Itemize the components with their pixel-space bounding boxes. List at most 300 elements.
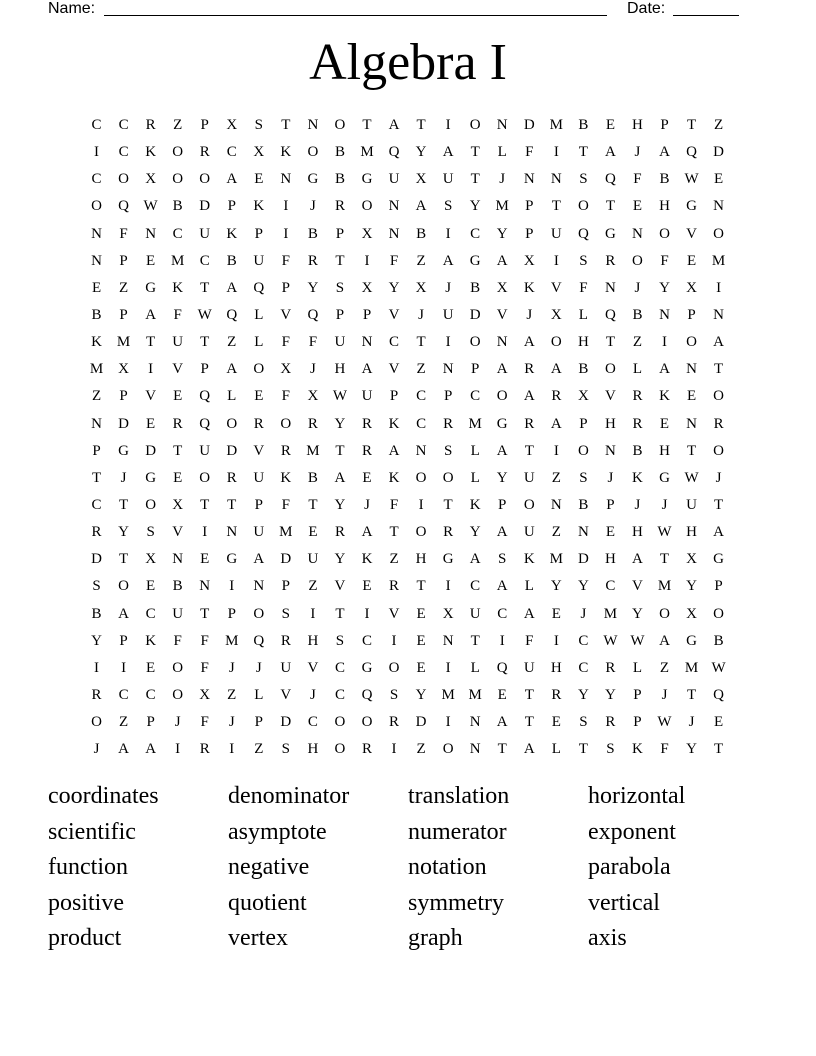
grid-cell[interactable]: O <box>172 659 184 676</box>
grid-cell[interactable]: P <box>281 578 291 595</box>
grid-cell[interactable]: Z <box>389 551 399 568</box>
grid-cell[interactable]: B <box>307 225 318 242</box>
grid-cell[interactable]: O <box>91 198 102 215</box>
grid-cell[interactable]: C <box>470 388 481 405</box>
grid-cell[interactable]: C <box>605 578 616 595</box>
grid-cell[interactable]: I <box>283 225 289 242</box>
grid-cell[interactable]: E <box>146 415 156 432</box>
grid-cell[interactable]: I <box>445 334 451 351</box>
grid-cell[interactable]: I <box>553 144 559 161</box>
grid-cell[interactable]: Y <box>496 225 508 242</box>
grid-cell[interactable]: X <box>199 687 211 704</box>
grid-cell[interactable]: T <box>227 497 237 514</box>
grid-cell[interactable]: M <box>225 632 239 649</box>
grid-cell[interactable]: C <box>416 415 427 432</box>
grid-cell[interactable]: P <box>660 117 669 134</box>
grid-cell[interactable]: Z <box>416 741 426 758</box>
grid-cell[interactable]: W <box>197 307 212 324</box>
grid-cell[interactable]: J <box>445 279 452 296</box>
grid-cell[interactable]: E <box>551 605 561 622</box>
grid-cell[interactable]: G <box>226 551 238 568</box>
grid-cell[interactable]: P <box>200 361 209 378</box>
grid-cell[interactable]: B <box>334 171 345 188</box>
grid-cell[interactable]: O <box>388 659 400 676</box>
grid-cell[interactable]: N <box>604 442 616 459</box>
grid-cell[interactable]: F <box>173 632 182 649</box>
grid-cell[interactable]: G <box>118 442 129 459</box>
grid-cell[interactable]: A <box>604 144 616 161</box>
grid-cell[interactable]: F <box>389 497 399 514</box>
grid-cell[interactable]: U <box>361 388 373 405</box>
grid-cell[interactable]: A <box>713 524 725 541</box>
grid-cell[interactable]: F <box>281 334 291 351</box>
grid-cell[interactable]: C <box>578 659 589 676</box>
grid-cell[interactable]: C <box>470 578 481 595</box>
grid-cell[interactable]: N <box>172 551 184 568</box>
grid-cell[interactable]: B <box>632 442 643 459</box>
grid-cell[interactable]: Q <box>388 144 400 161</box>
grid-cell[interactable]: Z <box>173 117 183 134</box>
grid-cell[interactable]: Q <box>307 307 319 324</box>
grid-cell[interactable]: I <box>202 524 208 541</box>
grid-cell[interactable]: S <box>498 551 507 568</box>
date-field[interactable] <box>673 15 739 16</box>
grid-cell[interactable]: Z <box>91 388 102 405</box>
grid-cell[interactable]: Y <box>118 524 129 541</box>
grid-cell[interactable]: G <box>713 551 725 568</box>
grid-cell[interactable]: R <box>334 524 345 541</box>
grid-cell[interactable]: T <box>118 497 129 514</box>
grid-cell[interactable]: G <box>442 551 454 568</box>
grid-cell[interactable]: K <box>145 144 157 161</box>
grid-cell[interactable]: Z <box>118 714 129 731</box>
grid-cell[interactable]: N <box>686 415 697 432</box>
grid-cell[interactable]: N <box>388 198 400 215</box>
grid-cell[interactable]: X <box>361 279 373 296</box>
grid-cell[interactable]: O <box>307 144 319 161</box>
grid-cell[interactable]: N <box>496 334 508 351</box>
grid-cell[interactable]: X <box>550 307 562 324</box>
grid-cell[interactable]: T <box>281 117 291 134</box>
grid-cell[interactable]: I <box>445 117 451 134</box>
grid-cell[interactable]: A <box>632 551 643 568</box>
grid-cell[interactable]: R <box>361 415 372 432</box>
grid-cell[interactable]: R <box>361 741 372 758</box>
grid-cell[interactable]: A <box>415 198 427 215</box>
grid-cell[interactable]: X <box>496 279 508 296</box>
grid-cell[interactable]: W <box>711 659 726 676</box>
grid-cell[interactable]: T <box>416 117 426 134</box>
grid-cell[interactable]: E <box>146 252 156 269</box>
grid-cell[interactable]: B <box>226 252 237 269</box>
grid-cell[interactable]: O <box>523 497 535 514</box>
grid-cell[interactable]: Y <box>307 279 319 296</box>
grid-cell[interactable]: J <box>255 659 262 676</box>
grid-cell[interactable]: A <box>469 551 481 568</box>
grid-cell[interactable]: T <box>118 551 129 568</box>
grid-cell[interactable]: J <box>418 307 424 324</box>
grid-cell[interactable]: H <box>632 117 643 134</box>
grid-cell[interactable]: N <box>307 117 319 134</box>
grid-cell[interactable]: A <box>523 741 535 758</box>
grid-cell[interactable]: P <box>471 361 480 378</box>
grid-cell[interactable]: I <box>662 334 667 351</box>
grid-cell[interactable]: N <box>91 252 102 269</box>
grid-cell[interactable]: A <box>496 361 508 378</box>
grid-cell[interactable]: Y <box>91 632 102 649</box>
grid-cell[interactable]: K <box>659 388 670 405</box>
grid-cell[interactable]: F <box>633 171 642 188</box>
grid-cell[interactable]: T <box>335 605 345 622</box>
grid-cell[interactable]: H <box>307 741 319 758</box>
grid-cell[interactable]: U <box>523 524 535 541</box>
grid-cell[interactable]: A <box>388 117 400 134</box>
grid-cell[interactable]: L <box>632 361 643 378</box>
grid-cell[interactable]: U <box>442 307 454 324</box>
grid-cell[interactable]: O <box>496 388 508 405</box>
grid-cell[interactable]: O <box>469 117 481 134</box>
grid-cell[interactable]: Z <box>632 334 643 351</box>
grid-cell[interactable]: O <box>550 334 562 351</box>
grid-cell[interactable]: I <box>445 225 451 242</box>
grid-cell[interactable]: D <box>415 714 427 731</box>
grid-cell[interactable]: F <box>389 252 399 269</box>
grid-cell[interactable]: H <box>577 334 589 351</box>
grid-cell[interactable]: E <box>714 714 724 731</box>
grid-cell[interactable]: M <box>657 578 672 595</box>
grid-cell[interactable]: P <box>362 307 372 324</box>
grid-cell[interactable]: P <box>525 198 534 215</box>
grid-cell[interactable]: N <box>686 361 697 378</box>
grid-cell[interactable]: T <box>146 334 156 351</box>
grid-cell[interactable]: O <box>199 171 211 188</box>
grid-cell[interactable]: U <box>469 605 481 622</box>
grid-cell[interactable]: P <box>146 714 155 731</box>
grid-cell[interactable]: T <box>524 687 534 704</box>
grid-cell[interactable]: M <box>306 442 320 459</box>
grid-cell[interactable]: O <box>361 714 373 731</box>
grid-cell[interactable]: P <box>281 279 291 296</box>
grid-cell[interactable]: A <box>523 388 535 405</box>
grid-cell[interactable]: A <box>361 524 373 541</box>
grid-cell[interactable]: U <box>550 225 562 242</box>
grid-cell[interactable]: X <box>523 252 535 269</box>
grid-cell[interactable]: O <box>415 524 427 541</box>
grid-cell[interactable]: P <box>714 578 723 595</box>
grid-cell[interactable]: H <box>550 659 562 676</box>
grid-cell[interactable]: C <box>307 714 318 731</box>
grid-cell[interactable]: V <box>550 279 562 296</box>
grid-cell[interactable]: K <box>280 469 292 486</box>
grid-cell[interactable]: A <box>659 361 670 378</box>
grid-cell[interactable]: S <box>389 687 399 704</box>
grid-cell[interactable]: O <box>659 225 670 242</box>
grid-cell[interactable]: T <box>497 741 507 758</box>
grid-cell[interactable]: N <box>550 171 562 188</box>
grid-cell[interactable]: E <box>632 198 643 215</box>
grid-cell[interactable]: E <box>497 687 507 704</box>
grid-cell[interactable]: X <box>415 279 427 296</box>
grid-cell[interactable]: I <box>283 198 289 215</box>
grid-cell[interactable]: Q <box>577 225 589 242</box>
grid-cell[interactable]: N <box>604 279 616 296</box>
grid-cell[interactable]: S <box>443 198 453 215</box>
grid-cell[interactable]: L <box>470 469 480 486</box>
grid-cell[interactable]: G <box>496 415 508 432</box>
grid-cell[interactable]: Y <box>415 144 427 161</box>
grid-cell[interactable]: X <box>361 225 373 242</box>
grid-cell[interactable]: M <box>684 659 699 676</box>
grid-cell[interactable]: T <box>578 741 588 758</box>
grid-cell[interactable]: Y <box>334 415 346 432</box>
grid-cell[interactable]: J <box>309 198 316 215</box>
grid-cell[interactable]: A <box>523 334 535 351</box>
grid-cell[interactable]: A <box>118 741 129 758</box>
grid-cell[interactable]: P <box>254 714 263 731</box>
grid-cell[interactable]: W <box>143 198 158 215</box>
grid-cell[interactable]: X <box>145 551 157 568</box>
grid-cell[interactable]: C <box>578 632 589 649</box>
grid-cell[interactable]: H <box>307 632 319 649</box>
grid-cell[interactable]: U <box>388 171 400 188</box>
grid-cell[interactable]: E <box>659 415 670 432</box>
grid-cell[interactable]: T <box>551 198 561 215</box>
grid-cell[interactable]: A <box>659 632 670 649</box>
grid-cell[interactable]: V <box>686 225 697 242</box>
grid-cell[interactable]: F <box>660 741 669 758</box>
grid-cell[interactable]: H <box>632 524 643 541</box>
grid-cell[interactable]: V <box>280 687 292 704</box>
grid-cell[interactable]: V <box>388 307 400 324</box>
grid-cell[interactable]: L <box>578 307 588 324</box>
grid-cell[interactable]: E <box>416 659 426 676</box>
grid-cell[interactable]: Z <box>659 659 670 676</box>
grid-cell[interactable]: K <box>632 741 643 758</box>
grid-cell[interactable]: A <box>253 551 265 568</box>
grid-cell[interactable]: U <box>442 171 454 188</box>
grid-cell[interactable]: E <box>416 632 426 649</box>
grid-cell[interactable]: F <box>660 252 669 269</box>
grid-cell[interactable]: T <box>686 687 697 704</box>
grid-cell[interactable]: M <box>441 687 455 704</box>
grid-cell[interactable]: O <box>145 497 157 514</box>
grid-cell[interactable]: S <box>335 279 345 296</box>
grid-cell[interactable]: R <box>253 415 264 432</box>
grid-cell[interactable]: N <box>442 632 454 649</box>
grid-cell[interactable]: N <box>253 578 265 595</box>
grid-cell[interactable]: O <box>713 605 725 622</box>
grid-cell[interactable]: J <box>634 279 641 296</box>
grid-cell[interactable]: X <box>307 388 319 405</box>
grid-cell[interactable]: X <box>577 388 589 405</box>
grid-cell[interactable]: Y <box>577 578 589 595</box>
grid-cell[interactable]: M <box>360 144 374 161</box>
grid-cell[interactable]: K <box>523 279 535 296</box>
grid-cell[interactable]: Z <box>308 578 318 595</box>
grid-cell[interactable]: M <box>468 415 482 432</box>
grid-cell[interactable]: J <box>715 469 722 486</box>
grid-cell[interactable]: Y <box>469 198 481 215</box>
grid-cell[interactable]: P <box>227 198 236 215</box>
grid-cell[interactable]: F <box>525 632 534 649</box>
grid-cell[interactable]: J <box>634 144 641 161</box>
name-field[interactable] <box>104 15 607 16</box>
grid-cell[interactable]: U <box>199 225 211 242</box>
grid-cell[interactable]: W <box>332 388 348 405</box>
grid-cell[interactable]: D <box>145 442 157 459</box>
grid-cell[interactable]: S <box>281 605 291 622</box>
grid-cell[interactable]: M <box>170 252 185 269</box>
grid-cell[interactable]: Q <box>361 687 373 704</box>
grid-cell[interactable]: B <box>578 497 589 514</box>
grid-cell[interactable]: B <box>659 171 670 188</box>
grid-cell[interactable]: Y <box>469 524 481 541</box>
grid-cell[interactable]: Z <box>118 279 129 296</box>
grid-cell[interactable]: Z <box>254 741 264 758</box>
grid-cell[interactable]: H <box>415 551 427 568</box>
grid-cell[interactable]: J <box>499 171 506 188</box>
grid-cell[interactable]: C <box>91 117 102 134</box>
grid-cell[interactable]: E <box>146 578 156 595</box>
grid-cell[interactable]: O <box>172 687 184 704</box>
grid-cell[interactable]: H <box>334 361 346 378</box>
grid-cell[interactable]: R <box>443 415 454 432</box>
grid-cell[interactable]: E <box>362 578 372 595</box>
grid-cell[interactable]: G <box>686 632 697 649</box>
grid-cell[interactable]: J <box>120 469 127 486</box>
grid-cell[interactable]: P <box>633 687 642 704</box>
grid-cell[interactable]: G <box>659 469 670 486</box>
grid-cell[interactable]: X <box>415 171 427 188</box>
grid-cell[interactable]: Z <box>714 117 724 134</box>
grid-cell[interactable]: M <box>89 361 104 378</box>
grid-cell[interactable]: E <box>362 469 372 486</box>
grid-cell[interactable]: R <box>361 442 372 459</box>
grid-cell[interactable]: C <box>172 225 183 242</box>
grid-cell[interactable]: C <box>470 225 481 242</box>
grid-cell[interactable]: A <box>496 578 508 595</box>
grid-cell[interactable]: D <box>118 415 129 432</box>
grid-cell[interactable]: I <box>229 578 235 595</box>
grid-cell[interactable]: Q <box>253 279 265 296</box>
grid-cell[interactable]: X <box>686 605 697 622</box>
grid-cell[interactable]: G <box>307 171 319 188</box>
grid-cell[interactable]: I <box>175 741 181 758</box>
grid-cell[interactable]: T <box>605 334 615 351</box>
grid-cell[interactable]: G <box>469 252 481 269</box>
grid-cell[interactable]: P <box>254 225 263 242</box>
grid-cell[interactable]: E <box>146 659 156 676</box>
grid-cell[interactable]: N <box>361 334 373 351</box>
grid-cell[interactable]: W <box>657 714 672 731</box>
grid-cell[interactable]: I <box>553 632 559 649</box>
grid-cell[interactable]: J <box>309 361 316 378</box>
grid-cell[interactable]: T <box>714 361 724 378</box>
grid-cell[interactable]: U <box>172 605 184 622</box>
grid-cell[interactable]: Y <box>496 469 508 486</box>
grid-cell[interactable]: V <box>280 307 292 324</box>
grid-cell[interactable]: Y <box>577 687 589 704</box>
grid-cell[interactable]: U <box>280 659 292 676</box>
grid-cell[interactable]: R <box>334 198 345 215</box>
grid-cell[interactable]: F <box>119 225 128 242</box>
grid-cell[interactable]: T <box>335 252 345 269</box>
grid-cell[interactable]: Y <box>388 279 400 296</box>
grid-cell[interactable]: D <box>469 307 481 324</box>
grid-cell[interactable]: S <box>579 714 588 731</box>
grid-cell[interactable]: E <box>254 171 264 188</box>
grid-cell[interactable]: A <box>145 741 157 758</box>
grid-cell[interactable]: R <box>172 415 183 432</box>
grid-cell[interactable]: O <box>226 415 238 432</box>
grid-cell[interactable]: N <box>280 171 292 188</box>
grid-cell[interactable]: O <box>253 605 265 622</box>
grid-cell[interactable]: U <box>253 252 265 269</box>
grid-cell[interactable]: D <box>226 442 238 459</box>
grid-cell[interactable]: O <box>713 388 725 405</box>
grid-cell[interactable]: T <box>335 442 345 459</box>
grid-cell[interactable]: I <box>391 632 397 649</box>
grid-cell[interactable]: R <box>713 415 724 432</box>
grid-cell[interactable]: T <box>362 117 372 134</box>
grid-cell[interactable]: I <box>364 252 370 269</box>
grid-cell[interactable]: V <box>496 307 508 324</box>
grid-cell[interactable]: C <box>145 687 156 704</box>
grid-cell[interactable]: A <box>145 307 157 324</box>
grid-cell[interactable]: X <box>226 117 238 134</box>
grid-cell[interactable]: J <box>580 605 587 622</box>
grid-cell[interactable]: R <box>632 415 643 432</box>
grid-cell[interactable]: O <box>604 361 616 378</box>
grid-cell[interactable]: L <box>227 388 237 405</box>
grid-cell[interactable]: V <box>253 442 265 459</box>
grid-cell[interactable]: Y <box>334 497 346 514</box>
grid-cell[interactable]: Z <box>551 524 561 541</box>
grid-cell[interactable]: K <box>361 551 373 568</box>
grid-cell[interactable]: X <box>145 171 157 188</box>
grid-cell[interactable]: L <box>551 741 561 758</box>
grid-cell[interactable]: A <box>496 442 508 459</box>
grid-cell[interactable]: R <box>226 469 237 486</box>
grid-cell[interactable]: L <box>470 442 480 459</box>
grid-cell[interactable]: M <box>549 117 563 134</box>
grid-cell[interactable]: T <box>470 144 480 161</box>
grid-cell[interactable]: R <box>632 388 643 405</box>
grid-cell[interactable]: G <box>145 279 157 296</box>
grid-cell[interactable]: Y <box>604 687 616 704</box>
grid-cell[interactable]: O <box>632 252 643 269</box>
grid-cell[interactable]: E <box>173 469 183 486</box>
grid-cell[interactable]: E <box>551 714 561 731</box>
grid-cell[interactable]: C <box>334 659 345 676</box>
grid-cell[interactable]: B <box>470 279 481 296</box>
grid-cell[interactable]: I <box>229 741 235 758</box>
grid-cell[interactable]: A <box>496 252 508 269</box>
grid-cell[interactable]: C <box>91 497 102 514</box>
grid-cell[interactable]: X <box>253 144 265 161</box>
grid-cell[interactable]: G <box>361 659 373 676</box>
grid-cell[interactable]: R <box>389 714 400 731</box>
grid-cell[interactable]: Z <box>227 334 237 351</box>
grid-cell[interactable]: N <box>415 442 427 459</box>
grid-cell[interactable]: M <box>495 198 509 215</box>
grid-cell[interactable]: U <box>307 551 319 568</box>
grid-cell[interactable]: E <box>200 551 210 568</box>
grid-cell[interactable]: U <box>253 469 265 486</box>
grid-cell[interactable]: H <box>659 198 670 215</box>
grid-cell[interactable]: K <box>172 279 184 296</box>
grid-cell[interactable]: L <box>254 334 264 351</box>
